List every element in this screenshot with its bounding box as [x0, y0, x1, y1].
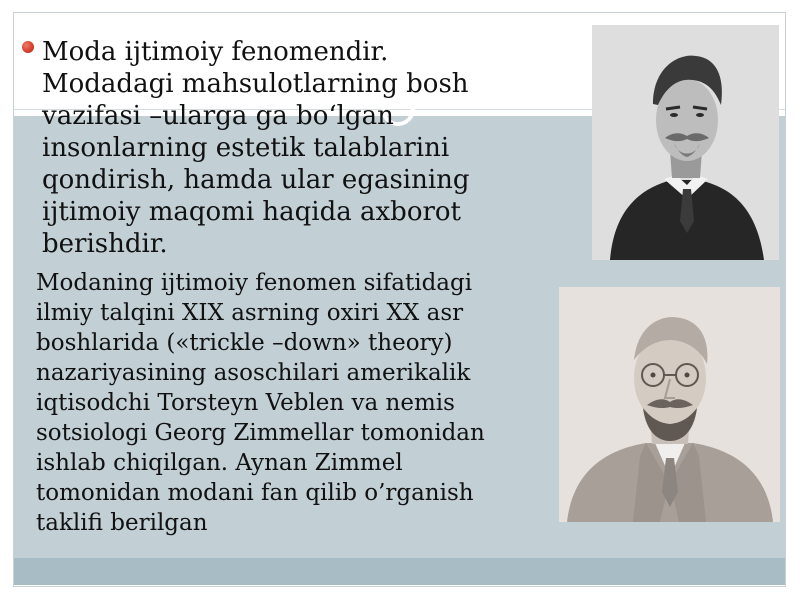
veblen-portrait-image	[592, 25, 779, 260]
paragraph-fashion-theory: Modaning ijtimoiy fenomen sifatidagi ilmiy talqini XIX asrning oxiri XX asr boshlarida («trickle –down» theory) nazariyasining asoschilari amerikalik iqtisodchi Torsteyn Veblen va nemis sotsiologi Georg Zimmellar tomonidan ishlab chiqilgan. Aynan Zimmel tomonidan modani fan qilib o’rganish taklifi berilgan	[36, 270, 485, 536]
red-bullet-icon	[22, 41, 34, 53]
footer-strip	[14, 558, 785, 585]
portrait-photo-simmel	[559, 287, 780, 522]
simmel-portrait-image	[559, 287, 780, 522]
paragraph-fashion-definition: Moda ijtimoiy fenomendir. Modadagi mahsulotlarning bosh vazifasi –ularga ga boʻlgan insonlarning estetik talablarini qondirish, hamda ular egasining ijtimoiy maqomi haqida axborot berishdir.	[42, 37, 470, 259]
portrait-photo-veblen	[592, 25, 779, 260]
